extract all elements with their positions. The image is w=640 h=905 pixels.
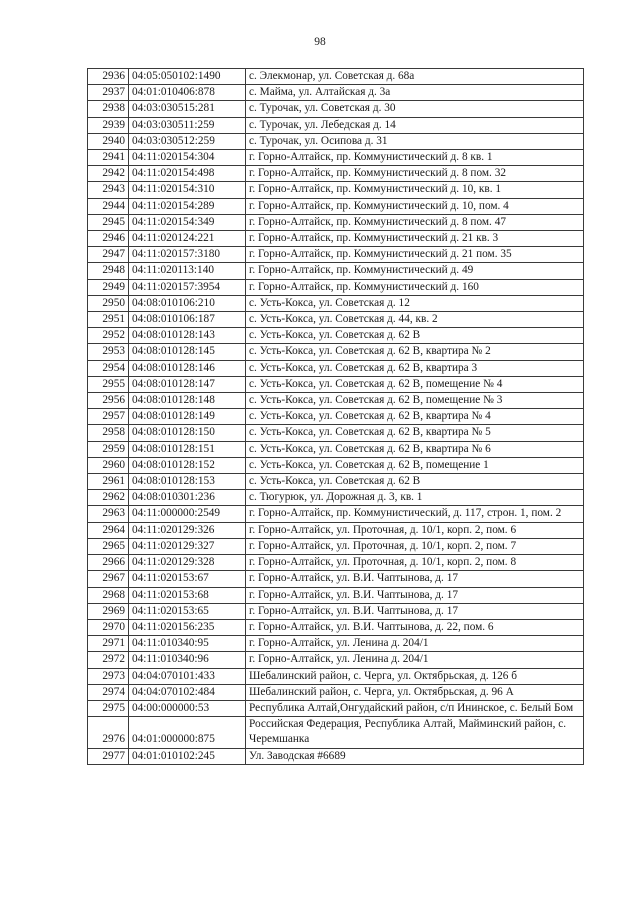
table-row — [88, 182, 584, 198]
table-row — [88, 636, 584, 652]
cadastral-number-cell: 04:11:020153:67 — [129, 571, 246, 587]
cadastral-number-cell: 04:08:010128:145 — [129, 344, 246, 360]
address-cell: с. Усть-Кокса, ул. Советская д. 62 В, квартира № 6 — [246, 441, 584, 457]
cadastral-number-cell: 04:11:020154:310 — [129, 182, 246, 198]
table-row — [88, 360, 584, 376]
row-number-cell: 2942 — [88, 166, 129, 182]
table-row — [88, 150, 584, 166]
address-cell: г. Горно-Алтайск, пр. Коммунистический д. 10, кв. 1 — [246, 182, 584, 198]
cadastral-number-cell: 04:11:020157:3954 — [129, 279, 246, 295]
table-row — [88, 279, 584, 295]
table-row — [88, 668, 584, 684]
table-row — [88, 700, 584, 716]
address-cell: с. Усть-Кокса, ул. Советская д. 12 — [246, 295, 584, 311]
address-cell: г. Горно-Алтайск, пр. Коммунистический д. 8 пом. 47 — [246, 214, 584, 230]
table-row — [88, 587, 584, 603]
address-cell: с. Тюгурюк, ул. Дорожная д. 3, кв. 1 — [246, 490, 584, 506]
address-cell: г. Горно-Алтайск, пр. Коммунистический д. 8 кв. 1 — [246, 150, 584, 166]
table-row — [88, 441, 584, 457]
row-number-cell: 2941 — [88, 150, 129, 166]
row-number-cell: 2943 — [88, 182, 129, 198]
table-row — [88, 425, 584, 441]
cadastral-number-cell: 04:03:030512:259 — [129, 133, 246, 149]
cadastral-number-cell: 04:11:020129:326 — [129, 522, 246, 538]
address-cell: с. Усть-Кокса, ул. Советская д. 44, кв. 2 — [246, 312, 584, 328]
address-cell: г. Горно-Алтайск, пр. Коммунистический д. 21 кв. 3 — [246, 231, 584, 247]
address-cell: Шебалинский район, с. Черга, ул. Октябрьская, д. 96 А — [246, 684, 584, 700]
address-cell: г. Горно-Алтайск, ул. В.И. Чаптынова, д. 17 — [246, 603, 584, 619]
row-number-cell: 2936 — [88, 69, 129, 85]
cadastral-number-cell: 04:11:020154:304 — [129, 150, 246, 166]
cadastral-number-cell: 04:11:020113:140 — [129, 263, 246, 279]
table-row — [88, 214, 584, 230]
cadastral-number-cell: 04:01:010102:245 — [129, 748, 246, 764]
address-cell: Шебалинский район, с. Черга, ул. Октябрьская, д. 126 б — [246, 668, 584, 684]
address-cell: с. Турочак, ул. Осипова д. 31 — [246, 133, 584, 149]
table-row — [88, 312, 584, 328]
address-cell: г. Горно-Алтайск, пр. Коммунистический д. 8 пом. 32 — [246, 166, 584, 182]
cadastral-number-cell: 04:11:020154:498 — [129, 166, 246, 182]
table-row — [88, 457, 584, 473]
cadastral-number-cell: 04:04:070101:433 — [129, 668, 246, 684]
table-row — [88, 117, 584, 133]
address-cell: г. Горно-Алтайск, ул. Проточная, д. 10/1, корп. 2, пом. 6 — [246, 522, 584, 538]
address-cell: г. Горно-Алтайск, пр. Коммунистический д. 21 пом. 35 — [246, 247, 584, 263]
address-cell: с. Элекмонар, ул. Советская д. 68а — [246, 69, 584, 85]
address-cell: с. Турочак, ул. Советская д. 30 — [246, 101, 584, 117]
row-number-cell: 2951 — [88, 312, 129, 328]
table-row — [88, 393, 584, 409]
table-row — [88, 69, 584, 85]
address-cell: Российская Федерация, Республика Алтай, Майминский район, с. Черемшанка — [246, 717, 584, 748]
address-cell: г. Горно-Алтайск, пр. Коммунистический д. 10, пом. 4 — [246, 198, 584, 214]
cadastral-number-cell: 04:08:010106:187 — [129, 312, 246, 328]
table-row — [88, 538, 584, 554]
cadastral-number-cell: 04:00:000000:53 — [129, 700, 246, 716]
row-number-cell: 2954 — [88, 360, 129, 376]
cadastral-number-cell: 04:11:020154:349 — [129, 214, 246, 230]
table-row — [88, 344, 584, 360]
table-row — [88, 231, 584, 247]
address-cell: Ул. Заводская #6689 — [246, 748, 584, 764]
cadastral-number-cell: 04:01:010406:878 — [129, 85, 246, 101]
cadastral-number-cell: 04:11:010340:95 — [129, 636, 246, 652]
row-number-cell: 2945 — [88, 214, 129, 230]
table-row — [88, 748, 584, 764]
address-cell: с. Усть-Кокса, ул. Советская д. 62 В, квартира № 5 — [246, 425, 584, 441]
row-number-cell: 2960 — [88, 457, 129, 473]
row-number-cell: 2956 — [88, 393, 129, 409]
row-number-cell: 2961 — [88, 474, 129, 490]
address-cell: с. Усть-Кокса, ул. Советская д. 62 В — [246, 474, 584, 490]
table-row — [88, 166, 584, 182]
cadastral-number-cell: 04:01:000000:875 — [129, 717, 246, 748]
row-number-cell: 2958 — [88, 425, 129, 441]
address-cell: с. Усть-Кокса, ул. Советская д. 62 В — [246, 328, 584, 344]
cadastral-number-cell: 04:08:010106:210 — [129, 295, 246, 311]
cadastral-number-cell: 04:11:020124:221 — [129, 231, 246, 247]
table-row — [88, 85, 584, 101]
cadastral-number-cell: 04:11:020129:327 — [129, 538, 246, 554]
cadastral-number-cell: 04:11:020157:3180 — [129, 247, 246, 263]
cadastral-number-cell: 04:04:070102:484 — [129, 684, 246, 700]
address-cell: г. Горно-Алтайск, ул. В.И. Чаптынова, д. 17 — [246, 587, 584, 603]
table-row — [88, 101, 584, 117]
registry-body — [88, 69, 584, 765]
row-number-cell: 2962 — [88, 490, 129, 506]
row-number-cell: 2938 — [88, 101, 129, 117]
row-number-cell: 2944 — [88, 198, 129, 214]
table-row — [88, 684, 584, 700]
row-number-cell: 2940 — [88, 133, 129, 149]
address-cell: г. Горно-Алтайск, ул. В.И. Чаптынова, д. 22, пом. 6 — [246, 619, 584, 635]
table-row — [88, 506, 584, 522]
cadastral-number-cell: 04:08:010128:153 — [129, 474, 246, 490]
table-row — [88, 409, 584, 425]
row-number-cell: 2963 — [88, 506, 129, 522]
table-row — [88, 263, 584, 279]
table-row — [88, 603, 584, 619]
cadastral-number-cell: 04:08:010128:147 — [129, 376, 246, 392]
cadastral-number-cell: 04:11:020153:65 — [129, 603, 246, 619]
table-row — [88, 474, 584, 490]
cadastral-number-cell: 04:08:010128:152 — [129, 457, 246, 473]
table-row — [88, 555, 584, 571]
row-number-cell: 2977 — [88, 748, 129, 764]
address-cell: с. Усть-Кокса, ул. Советская д. 62 В, помещение № 3 — [246, 393, 584, 409]
row-number-cell: 2957 — [88, 409, 129, 425]
table-row — [88, 376, 584, 392]
row-number-cell: 2953 — [88, 344, 129, 360]
table-row — [88, 717, 584, 748]
table-row — [88, 571, 584, 587]
row-number-cell: 2968 — [88, 587, 129, 603]
cadastral-number-cell: 04:11:020129:328 — [129, 555, 246, 571]
row-number-cell: 2948 — [88, 263, 129, 279]
row-number-cell: 2969 — [88, 603, 129, 619]
address-cell: с. Усть-Кокса, ул. Советская д. 62 В, помещение 1 — [246, 457, 584, 473]
cadastral-number-cell: 04:08:010128:151 — [129, 441, 246, 457]
table-row — [88, 490, 584, 506]
cadastral-number-cell: 04:08:010128:149 — [129, 409, 246, 425]
cadastral-number-cell: 04:03:030515:281 — [129, 101, 246, 117]
table-row — [88, 619, 584, 635]
row-number-cell: 2972 — [88, 652, 129, 668]
row-number-cell: 2966 — [88, 555, 129, 571]
address-cell: Республика Алтай,Онгудайский район, с/п Ининское, с. Белый Бом — [246, 700, 584, 716]
table-row — [88, 198, 584, 214]
cadastral-number-cell: 04:05:050102:1490 — [129, 69, 246, 85]
address-cell: г. Горно-Алтайск, пр. Коммунистический д. 160 — [246, 279, 584, 295]
row-number-cell: 2974 — [88, 684, 129, 700]
cadastral-number-cell: 04:11:010340:96 — [129, 652, 246, 668]
address-cell: с. Усть-Кокса, ул. Советская д. 62 В, квартира № 2 — [246, 344, 584, 360]
cadastral-number-cell: 04:11:000000:2549 — [129, 506, 246, 522]
row-number-cell: 2970 — [88, 619, 129, 635]
cadastral-number-cell: 04:11:020153:68 — [129, 587, 246, 603]
address-cell: г. Горно-Алтайск, ул. Ленина д. 204/1 — [246, 652, 584, 668]
cadastral-number-cell: 04:11:020154:289 — [129, 198, 246, 214]
property-registry-table — [87, 68, 584, 765]
cadastral-number-cell: 04:08:010128:146 — [129, 360, 246, 376]
row-number-cell: 2947 — [88, 247, 129, 263]
row-number-cell: 2959 — [88, 441, 129, 457]
row-number-cell: 2952 — [88, 328, 129, 344]
cadastral-number-cell: 04:03:030511:259 — [129, 117, 246, 133]
cadastral-number-cell: 04:08:010128:150 — [129, 425, 246, 441]
row-number-cell: 2950 — [88, 295, 129, 311]
table-row — [88, 133, 584, 149]
row-number-cell: 2949 — [88, 279, 129, 295]
address-cell: г. Горно-Алтайск, ул. Ленина д. 204/1 — [246, 636, 584, 652]
row-number-cell: 2973 — [88, 668, 129, 684]
address-cell: г. Горно-Алтайск, ул. Проточная, д. 10/1, корп. 2, пом. 8 — [246, 555, 584, 571]
row-number-cell: 2955 — [88, 376, 129, 392]
address-cell: с. Усть-Кокса, ул. Советская д. 62 В, квартира 3 — [246, 360, 584, 376]
row-number-cell: 2976 — [88, 717, 129, 748]
table-row — [88, 652, 584, 668]
address-cell: г. Горно-Алтайск, пр. Коммунистический д. 49 — [246, 263, 584, 279]
row-number-cell: 2965 — [88, 538, 129, 554]
page-number: 98 — [314, 36, 326, 48]
row-number-cell: 2967 — [88, 571, 129, 587]
table-row — [88, 247, 584, 263]
cadastral-number-cell: 04:11:020156:235 — [129, 619, 246, 635]
table-row — [88, 295, 584, 311]
address-cell: с. Усть-Кокса, ул. Советская д. 62 В, квартира № 4 — [246, 409, 584, 425]
address-cell: г. Горно-Алтайск, ул. В.И. Чаптынова, д. 17 — [246, 571, 584, 587]
cadastral-number-cell: 04:08:010301:236 — [129, 490, 246, 506]
row-number-cell: 2975 — [88, 700, 129, 716]
table-row — [88, 328, 584, 344]
cadastral-number-cell: 04:08:010128:143 — [129, 328, 246, 344]
address-cell: г. Горно-Алтайск, пр. Коммунистический, д. 117, строн. 1, пом. 2 — [246, 506, 584, 522]
address-cell: г. Горно-Алтайск, ул. Проточная, д. 10/1, корп. 2, пом. 7 — [246, 538, 584, 554]
row-number-cell: 2946 — [88, 231, 129, 247]
address-cell: с. Усть-Кокса, ул. Советская д. 62 В, помещение № 4 — [246, 376, 584, 392]
row-number-cell: 2939 — [88, 117, 129, 133]
address-cell: с. Турочак, ул. Лебедская д. 14 — [246, 117, 584, 133]
address-cell: с. Майма, ул. Алтайская д. 3а — [246, 85, 584, 101]
row-number-cell: 2971 — [88, 636, 129, 652]
cadastral-number-cell: 04:08:010128:148 — [129, 393, 246, 409]
table-row — [88, 522, 584, 538]
row-number-cell: 2964 — [88, 522, 129, 538]
row-number-cell: 2937 — [88, 85, 129, 101]
